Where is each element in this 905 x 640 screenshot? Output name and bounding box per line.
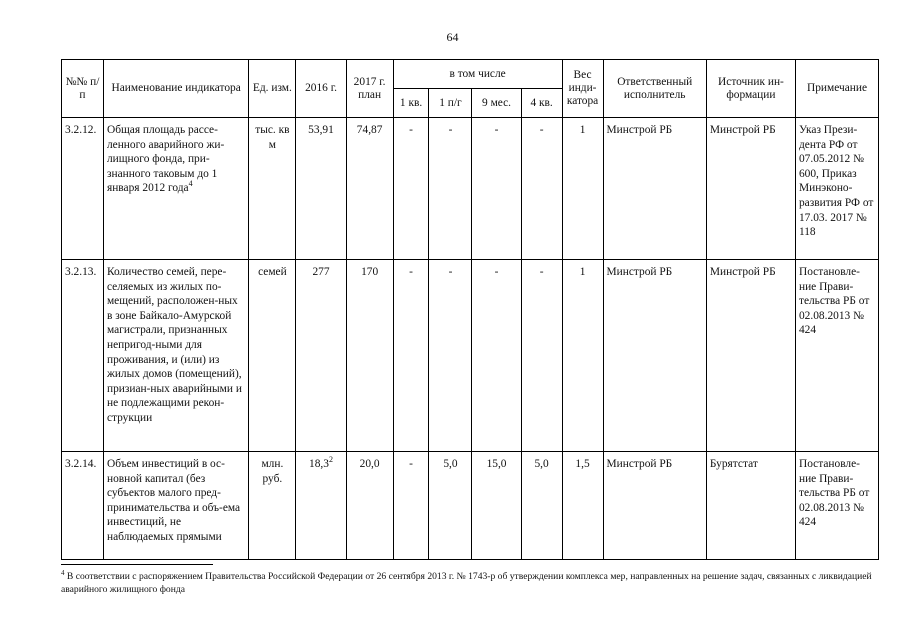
table-row: [62, 260, 879, 452]
cell-unit: семей: [249, 260, 296, 452]
cell-responsible: Минстрой РБ: [603, 118, 706, 260]
header-q4: 4 кв.: [521, 89, 562, 118]
cell-q4: -: [521, 118, 562, 260]
header-note: Примечание: [795, 60, 878, 118]
cell-responsible: Минстрой РБ: [603, 260, 706, 452]
cell-h1: -: [429, 260, 472, 452]
cell-9m: -: [472, 260, 521, 452]
header-source: Источник ин-формации: [706, 60, 795, 118]
header-including: в том числе: [393, 60, 562, 89]
cell-source: Минстрой РБ: [706, 260, 795, 452]
cell-note: Указ Прези-дента РФ от 07.05.2012 № 600, Приказ Минэконо-развития РФ от 17.03. 2017 № 118: [795, 118, 878, 260]
cell-weight: 1,5: [562, 452, 603, 560]
header-unit: Ед. изм.: [249, 60, 296, 118]
footnote-ref: 2: [328, 455, 333, 465]
header-9m: 9 мес.: [472, 89, 521, 118]
footnote-ref: 4: [188, 179, 193, 189]
cell-note: Постановле-ние Прави-тельства РБ от 02.08.2013 № 424: [795, 452, 878, 560]
header-responsible: Ответственный исполнитель: [603, 60, 706, 118]
cell-2017: 170: [346, 260, 393, 452]
cell-num: 3.2.12.: [62, 118, 104, 260]
header-weight: Вес инди-катора: [562, 60, 603, 118]
cell-q4: 5,0: [521, 452, 562, 560]
cell-2016: 53,91: [296, 118, 346, 260]
indicators-table: [61, 59, 879, 560]
header-name: Наименование индикатора: [103, 60, 248, 118]
cell-2016: 277: [296, 260, 346, 452]
cell-num: 3.2.14.: [62, 452, 104, 560]
cell-note: Постановле-ние Прави-тельства РБ от 02.08.2013 № 424: [795, 260, 878, 452]
footnote-mark: 4: [61, 568, 65, 577]
cell-9m: 15,0: [472, 452, 521, 560]
table-row: [62, 118, 879, 260]
cell-num: 3.2.13.: [62, 260, 104, 452]
cell-name: Количество семей, пере-селяемых из жилых по-мещений, расположен-ных в зоне Байкало-Амурской магистрали, признанных непригод-ными для проживания, и (или) из жилых домов (помещений), призиан-ных аварийными и не подлежащими рекон-струкции: [103, 260, 248, 452]
cell-2016: 18,3$^2$: [296, 452, 346, 560]
cell-name: Общая площадь рассе-ленного аварийного жи-лищного фонда, при-знанного таковым до 1 января 2012 года$^4$: [103, 118, 248, 260]
cell-weight: 1: [562, 260, 603, 452]
cell-unit: млн. руб.: [249, 452, 296, 560]
header-2017-plan: 2017 г. план: [346, 60, 393, 118]
table-header-row: [62, 60, 879, 89]
header-num: №№ п/п: [62, 60, 104, 118]
cell-q1: -: [393, 118, 429, 260]
cell-2017: 20,0: [346, 452, 393, 560]
cell-q1: -: [393, 260, 429, 452]
table-row: [62, 452, 879, 560]
header-q1: 1 кв.: [393, 89, 429, 118]
cell-responsible: Минстрой РБ: [603, 452, 706, 560]
cell-unit: тыс. кв м: [249, 118, 296, 260]
cell-9m: -: [472, 118, 521, 260]
cell-q1: -: [393, 452, 429, 560]
cell-weight: 1: [562, 118, 603, 260]
cell-h1: 5,0: [429, 452, 472, 560]
cell-source: Бурятстат: [706, 452, 795, 560]
cell-h1: -: [429, 118, 472, 260]
footnote-text: В соответствии с распоряжением Правительства Российской Федерации от 26 сентября 2013 г. № 1743-р об утверждении комплекса мер, направленных на решение задач, связанных с ликвидацией аварийного жилищного фонда: [61, 571, 872, 595]
page-number: 64: [446, 30, 459, 44]
cell-source: Минстрой РБ: [706, 118, 795, 260]
footnote-divider: [61, 564, 213, 565]
cell-q4: -: [521, 260, 562, 452]
cell-2017: 74,87: [346, 118, 393, 260]
cell-name: Объем инвестиций в ос-новной капитал (без субъектов малого пред-принимательства и объ-ема инвестиций, не наблюдаемых прямыми: [103, 452, 248, 560]
header-h1: 1 п/г: [429, 89, 472, 118]
footnote: [61, 570, 881, 596]
header-2016: 2016 г.: [296, 60, 346, 118]
